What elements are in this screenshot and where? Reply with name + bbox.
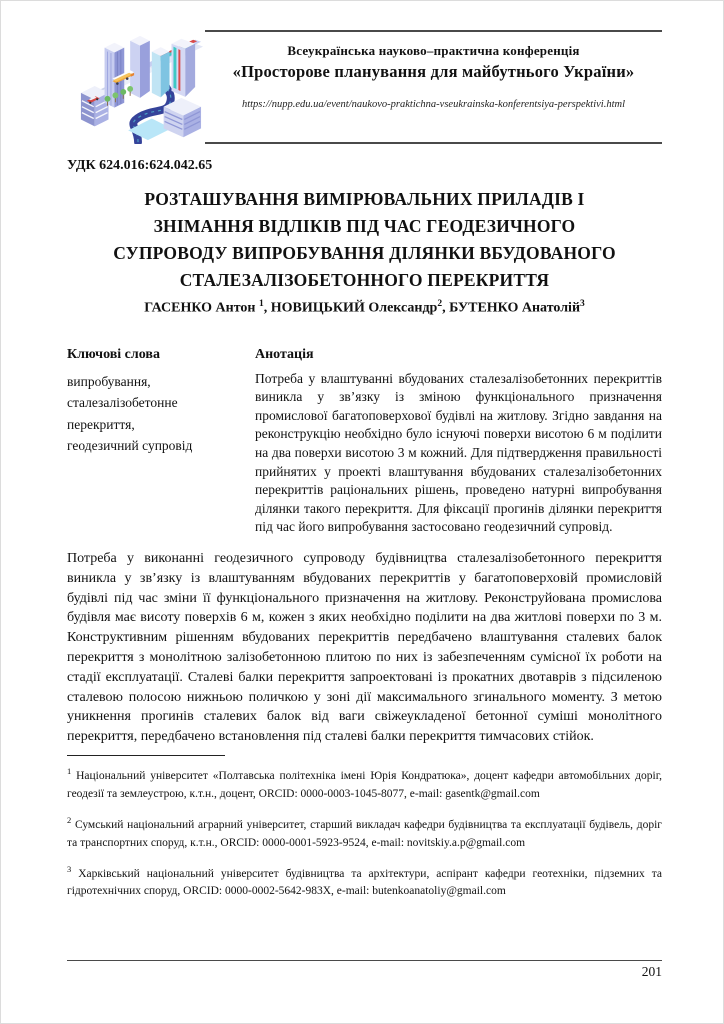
udc-code: УДК 624.016:624.042.65 [67,158,213,173]
title-line: РОЗТАШУВАННЯ ВИМІРЮВАЛЬНИХ ПРИЛАДІВ І [144,189,585,209]
conference-logo [77,30,203,144]
abstract-text: Потреба у влаштуванні вбудованих сталезалізобетонних перекриттів виникла у зв’язку із зміною функціонального призначення промислової багатоповерхової будівлі на житлову. Згідно завдання на реконструкцію необхідно було існуючі поверхи висотою 6 м поділити на два поверхи висотою 3 м кожний. Для підтвердження правильності прийнятих у проекті влаштування вбудованих сталезалізобетонних перекриттів раціональних рішень, проведено натурні випробування ділянки такого перекриття. Для фіксації прогинів ділянки перекриття під час його випробування застосовано геодезичний супровід. [255,370,662,535]
title-line: ЗНІМАННЯ ВІДЛІКІВ ПІД ЧАС ГЕОДЕЗИЧНОГО [153,216,576,236]
footnote-separator [67,755,225,756]
conference-banner [205,30,662,144]
abstract-heading: Анотація [255,346,314,362]
keyword-item: перекриття, [67,416,135,432]
keywords-abstract-section [67,347,662,537]
body-paragraph: Потреба у виконанні геодезичного супроводу будівництва сталезалізобетонного перекриття виникла у зв’язку із влаштуванням вбудованих перекриттів у багатоповерховій промисловій будівлі під час зміни її функціонального призначення на житлову. Реконструйована промислова будівля має висоту поверхів 6 м, кожен з яких необхідно поділити на два житлові поверхи по 3 м. Конструктивним рішенням вбудованих перекриттів передбачено влаштування сталевих балок перекриття з монолітною залізобетонною плитою по них із забезпеченням сумісної їх роботи на стадії експлуатації. Сталеві балки перекриття запроектовані із прокатних двотаврів з підсиленою сталевою полосою нижньою поличкою у зоні дії максимального згинального моменту. З метою уникнення прогинів сталевих балок від ваги свіжеукладеної бетонної суміші монолітного перекриття, передбачено встановлення під сталеві балки перекриття тимчасових стійок. [67,551,662,745]
conference-url: https://nupp.edu.ua/event/naukovo-praktichna-vseukrainska-konferentsiya-perspektivi.html [241,99,626,110]
footnote [67,860,662,901]
abstract-column [255,347,662,537]
author-footnote-ref: 3 [580,299,585,309]
keyword-item: сталезалізобетонне [67,395,178,411]
keyword-item: випробування, [67,373,151,389]
page-footer [67,960,662,980]
keywords-heading: Ключові слова [67,346,160,362]
footnotes-section [67,755,662,900]
author-footnote-ref: 2 [437,299,443,309]
conference-header [67,30,662,144]
keywords-column [67,347,255,537]
isometric-city-icon [77,30,203,144]
title-line: СТАЛЕЗАЛІЗОБЕТОННОГО ПЕРЕКРИТТЯ [179,270,550,290]
keywords-list [67,371,255,457]
footnote-marker: 2 [67,814,72,825]
title-line: СУПРОВОДУ ВИПРОБУВАННЯ ДІЛЯНКИ ВБУДОВАНОГО [113,243,616,263]
author-name: НОВИЦЬКИЙ Олександр [270,300,438,316]
footnote-marker: 1 [67,765,72,776]
author-footnote-ref: 1 [259,299,264,309]
footnote-text: Харківський національний університет будівництва та архітектури, аспірант кафедри геотехніки, підземних та гідротехнічних споруд, ORCID: 0000-0002-5642-983X, e-mail: butenkoanatoliy@gmail.com [67,867,662,898]
author-name: ГАСЕНКО Антон [144,300,259,316]
authors-line: ГАСЕНКО Антон $^1$, НОВИЦЬКИЙ Олександр$^2$, БУТЕНКО Анатолій$^3$ [144,299,585,316]
author-name: БУТЕНКО Анатолій [449,300,581,316]
footnote [67,762,662,803]
conference-name-line2: «Просторове планування для майбутнього України» [232,62,635,81]
page-number: 201 [641,964,662,979]
footnote [67,811,662,852]
footnote-text: Сумський національний аграрний університет, старший викладач кафедри будівництва та експлуатації будівель, доріг та транспортних споруд, к.т.н., ORCID: 0000-0001-5923-9524, e-mail: novitskiy.a.p@gmail.com [67,818,662,849]
paper-title [67,186,662,294]
keyword-item: геодезичний супровід [67,438,193,454]
footnote-text: Національний університет «Полтавська політехніка імені Юрія Кондратюка», доцент кафедри автомобільних доріг, геодезії та землеустрою, к.т.н., доцент, ORCID: 0000-0003-1045-8077, e-mail: gasentk@gmail.com [67,769,662,800]
conference-name-line1: Всеукраїнська науково–практична конференція [287,43,580,58]
footnote-marker: 3 [67,863,72,874]
